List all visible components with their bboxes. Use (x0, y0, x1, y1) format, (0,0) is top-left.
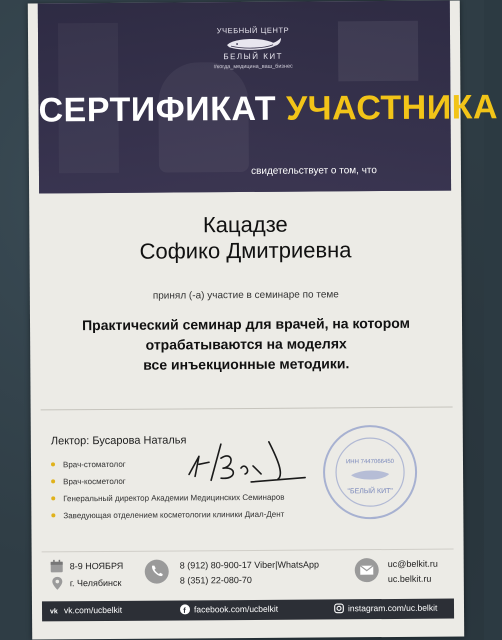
logo-line1: УЧЕБНЫЙ ЦЕНТР (216, 25, 290, 36)
facebook-url: facebook.com/ucbelkit (193, 603, 279, 615)
mail-icon (354, 557, 380, 583)
event-city: г. Челябинск (69, 577, 122, 589)
certificate-title (38, 88, 499, 131)
bullet-dot (51, 513, 55, 517)
signature (181, 436, 311, 487)
bullet-dot (51, 496, 55, 500)
vk-link[interactable] (50, 605, 122, 616)
svg-text:vk: vk (50, 608, 58, 616)
instagram-link[interactable] (334, 603, 437, 614)
bullet-dot (51, 479, 55, 483)
seminar-topic (30, 312, 462, 375)
stamp-label: "БЕЛЫЙ КИТ" (347, 487, 393, 496)
svg-text:f: f (183, 605, 186, 615)
lecturer-name: Лектор: Бусарова Наталья (50, 434, 187, 448)
social-footer (42, 599, 454, 622)
recipient-given-name: Софико Дмитриевна (139, 237, 352, 264)
instagram-url: instagram.com/uc.belkit (347, 602, 438, 614)
logo-line2: БЕЛЫЙ КИТ (223, 51, 284, 62)
vk-url: vk.com/ucbelkit (63, 604, 123, 616)
website-link[interactable]: uc.belkit.ru (387, 573, 432, 585)
calendar-icon (50, 559, 64, 573)
logo-tagline: #когда_медицина_ваш_бизнес (213, 63, 293, 71)
facebook-link[interactable] (180, 604, 278, 615)
participation-text: принял (-а) участие в семинаре по теме (152, 289, 339, 302)
divider (42, 549, 454, 553)
banner-photo-shape (338, 21, 418, 82)
seminar-line: отрабатываются на моделях (145, 335, 347, 353)
vk-icon (50, 605, 60, 615)
company-stamp (317, 419, 424, 526)
role-text: Заведующая отделением косметологии клиники Диал-Дент (63, 509, 285, 521)
certificate (28, 0, 499, 639)
email-link[interactable]: uc@belkit.ru (387, 558, 438, 570)
seminar-line: Практический семинар для врачей, на котором (82, 314, 411, 334)
recipient-surname: Кацадзе (202, 211, 288, 238)
role-text: Генеральный директор Академии Медицинских Семинаров (63, 492, 285, 504)
phone-primary[interactable]: 8 (912) 80-900-17 Viber|WhatsApp (179, 559, 320, 571)
header-banner (38, 1, 499, 194)
location-pin-icon (52, 576, 63, 590)
divider (41, 407, 453, 411)
seminar-line: все инъекционные методики. (143, 355, 350, 373)
phone-secondary[interactable]: 8 (351) 22-080-70 (179, 574, 252, 586)
facebook-icon (180, 604, 190, 614)
title-word-2: УЧАСТНИКА (285, 88, 499, 128)
recipient-name (29, 210, 461, 265)
stamp-inn: ИНН 7447066450 (345, 458, 395, 466)
title-word-1: СЕРТИФИКАТ (38, 89, 277, 130)
role-item (51, 491, 351, 510)
subtitle: свидетельствует о том, что (251, 165, 377, 177)
role-text: Врач-косметолог (63, 476, 126, 487)
phone-icon (144, 559, 170, 585)
instagram-icon (334, 603, 344, 613)
whale-icon (223, 36, 283, 52)
role-text: Врач-стоматолог (62, 459, 126, 470)
event-dates: 8-9 НОЯБРЯ (69, 560, 124, 572)
role-item (51, 508, 351, 527)
logo (198, 26, 308, 71)
bullet-dot (51, 462, 55, 466)
